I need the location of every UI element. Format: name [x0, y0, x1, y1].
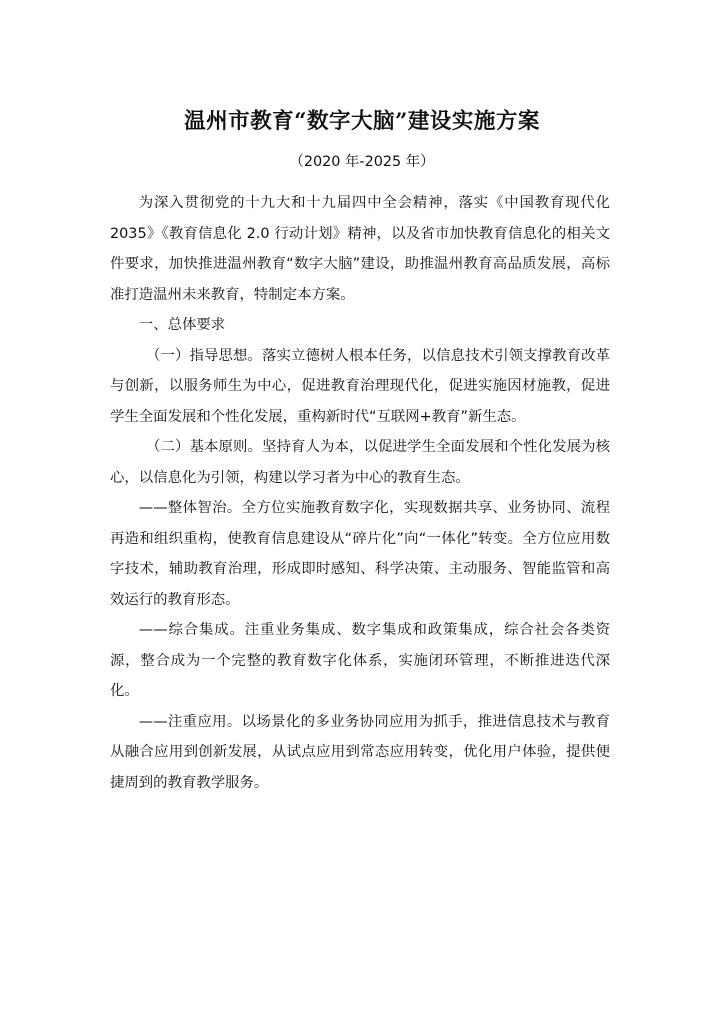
paragraph-principle-holistic-governance: ——整体智治。全方位实施教育数字化，实现数据共享、业务协同、流程再造和组织重构，使教育信息建设从“碎片化”向“一体化”转变。全方位应用数字技术，辅助教育治理，形成即时感知、科学决策、主动服务、智能监管和高效运行的教育形态。: [110, 500, 610, 608]
paragraph-basic-principles: （二）基本原则。坚持育人为本，以促进学生全面发展和个性化发展为核心，以信息化为引领，构建以学习者为中心的教育生态。: [110, 439, 610, 486]
document-body: [110, 188, 610, 798]
paragraph-principle-focus-on-application: ——注重应用。以场景化的多业务协同应用为抓手，推进信息技术与教育从融合应用到创新发展，从试点应用到常态应用转变，优化用户体验，提供便捷周到的教育教学服务。: [110, 713, 610, 791]
paragraph-guiding-ideology: （一）指导思想。落实立德树人根本任务，以信息技术引领支撑教育改革与创新，以服务师生为中心，促进教育治理现代化，促进实施因材施教，促进学生全面发展和个性化发展，重构新时代“互联网+教育”新生态。: [110, 347, 610, 425]
section-heading-general-requirements: 一、总体要求: [138, 317, 226, 333]
paragraph-principle-comprehensive-integration: ——综合集成。注重业务集成、数字集成和政策集成，综合社会各类资源，整合成为一个完整的教育数字化体系，实施闭环管理，不断推进迭代深化。: [110, 622, 610, 699]
paragraph-intro: 为深入贯彻党的十九大和十九届四中全会精神，落实《中国教育现代化 2035》《教育信息化 2.0 行动计划》精神，以及省市加快教育信息化的相关文件要求，加快推进温州教育“数字大脑”建设，助推温州教育高品质发展，高标准打造温州未来教育，特制定本方案。: [110, 195, 610, 303]
document-title: 温州市教育“数字大脑”建设实施方案: [184, 109, 540, 134]
document-subtitle: （2020 年-2025 年）: [289, 154, 435, 170]
